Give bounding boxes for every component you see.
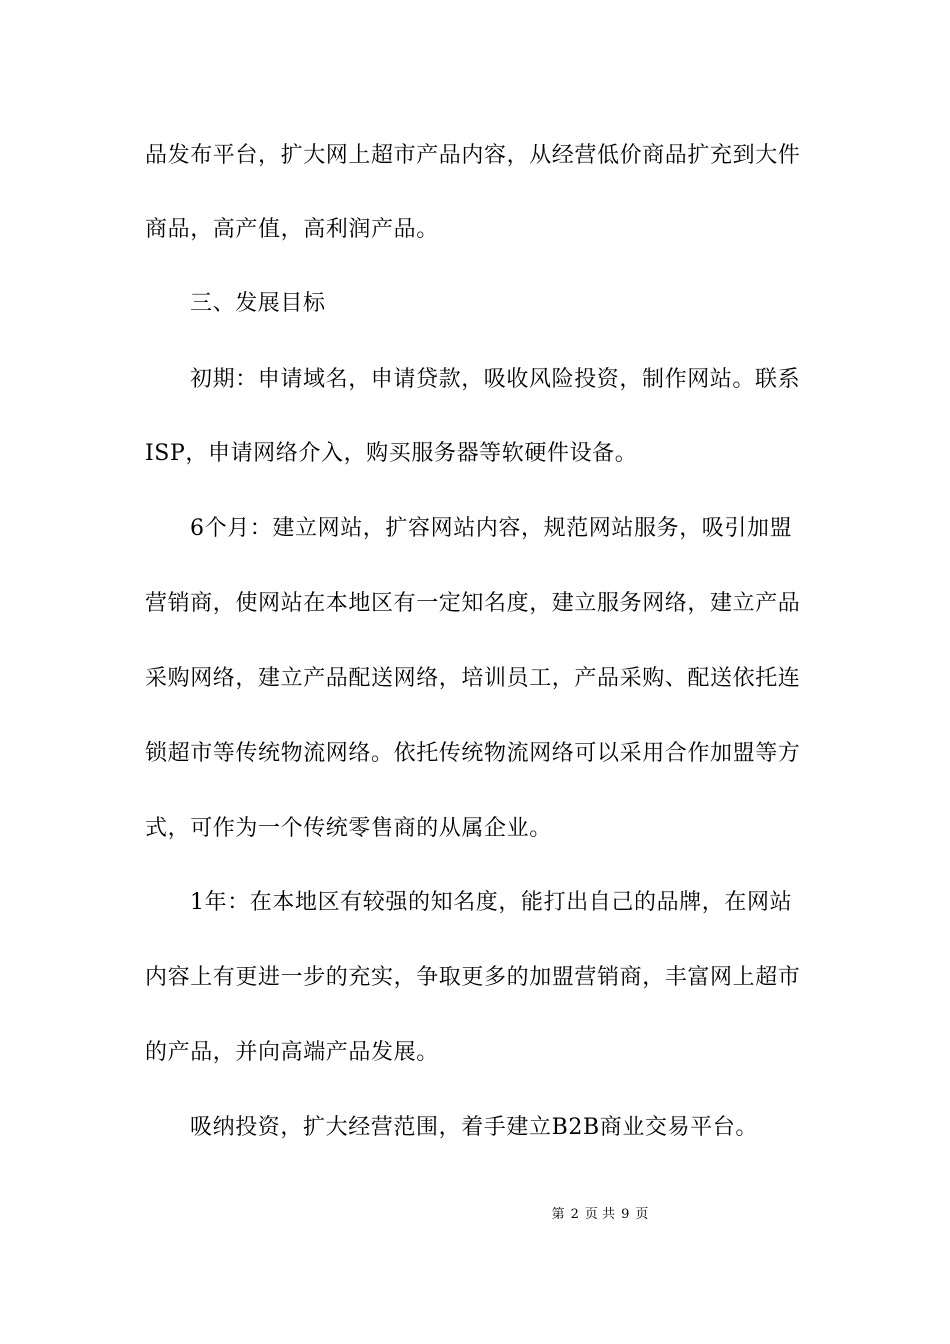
page-label-suffix: 页 — [635, 1207, 649, 1222]
current-page-number: 2 — [570, 1207, 579, 1222]
paragraph-line: 的产品，并向高端产品发展。 — [145, 1040, 439, 1065]
paragraph-line: 采购网络，建立产品配送网络，培训员工，产品采购、配送依托连 — [145, 666, 801, 691]
paragraph-line: 品发布平台，扩大网上超市产品内容，从经营低价商品扩充到大件 — [145, 143, 801, 168]
section-heading: 三、发展目标 — [190, 291, 326, 316]
page-footer — [0, 1206, 950, 1224]
paragraph-line: 内容上有更进一步的充实，争取更多的加盟营销商，丰富网上超市 — [145, 965, 801, 990]
paragraph-line: 营销商，使网站在本地区有一定知名度，建立服务网络，建立产品 — [145, 591, 801, 616]
paragraph-line: 1年：在本地区有较强的知名度，能打出自己的品牌，在网站 — [190, 890, 793, 915]
page-label-prefix: 第 — [551, 1207, 565, 1222]
paragraph-line: 初期：申请域名，申请贷款，吸收风险投资，制作网站。联系 — [190, 367, 801, 392]
page-label-mid: 页 共 — [584, 1207, 616, 1222]
paragraph-line: 锁超市等传统物流网络。依托传统物流网络可以采用合作加盟等方 — [145, 741, 801, 766]
total-pages-number: 9 — [621, 1207, 630, 1222]
paragraph-line: 吸纳投资，扩大经营范围，着手建立B2B商业交易平台。 — [190, 1115, 758, 1140]
paragraph-line: 式，可作为一个传统零售商的从属企业。 — [145, 816, 552, 841]
paragraph-line: 6个月：建立网站，扩容网站内容，规范网站服务，吸引加盟 — [190, 516, 793, 541]
paragraph-line: ISP，申请网络介入，购买服务器等软硬件设备。 — [145, 441, 638, 466]
paragraph-line: 商品，高产值，高利润产品。 — [145, 217, 439, 242]
